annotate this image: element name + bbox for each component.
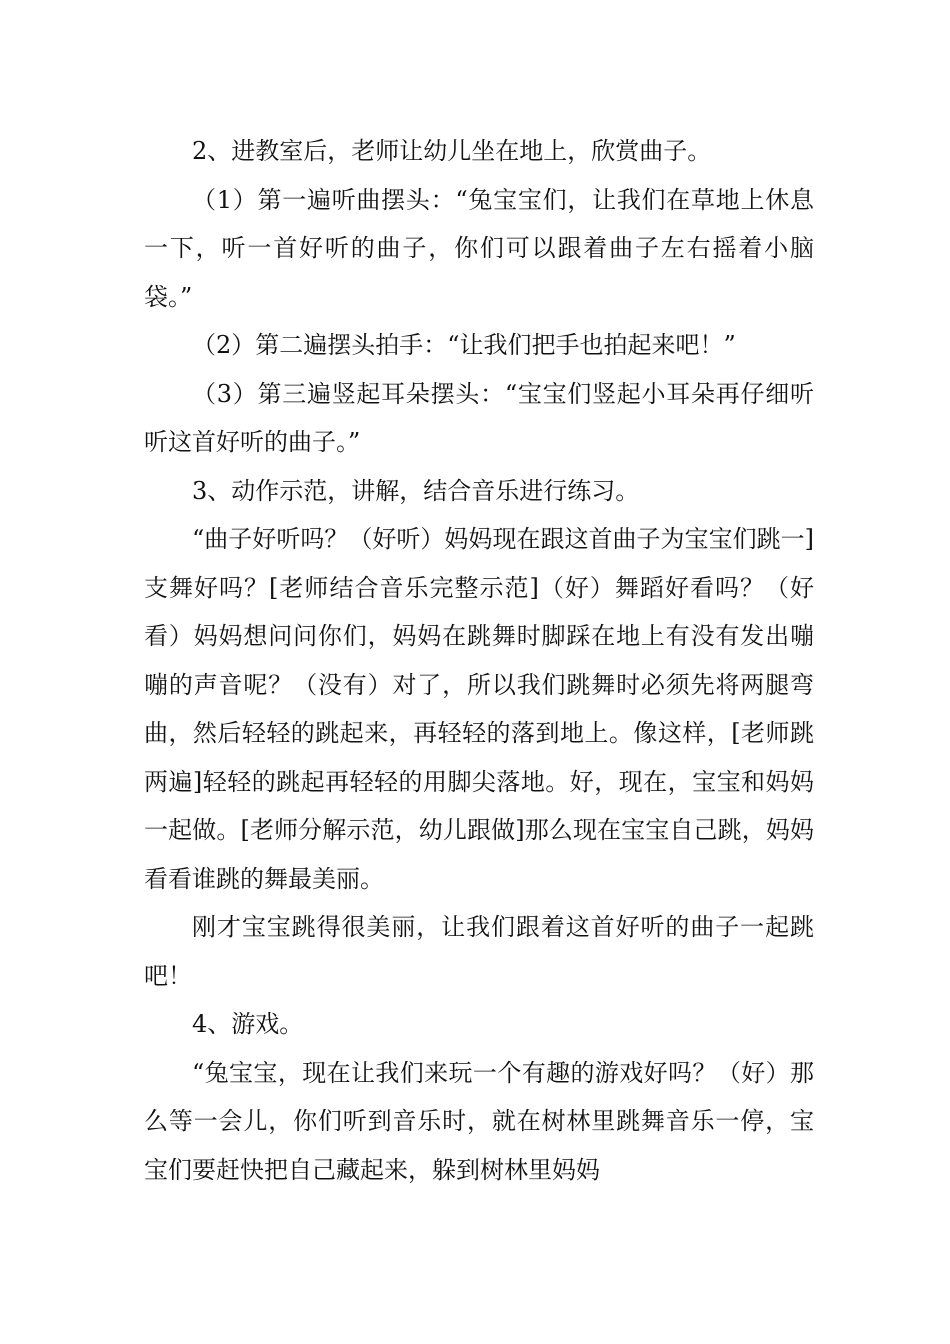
paragraph-third-listen: （3）第三遍竖起耳朵摆头：“宝宝们竖起小耳朵再仔细听听这首好听的曲子。” (144, 379, 814, 456)
paragraph-step-4: 4、游戏。 (192, 1010, 304, 1038)
paragraph-dance-together: 刚才宝宝跳得很美丽，让我们跟着这首好听的曲子一起跳吧！ (144, 913, 814, 990)
document-body (144, 127, 814, 1194)
paragraph-step-2: 2、进教室后，老师让幼儿坐在地上，欣赏曲子。 (192, 137, 712, 165)
paragraph-demonstration: “曲子好听吗？（好听）妈妈现在跟这首曲子为宝宝们跳一]支舞好吗？[老师结合音乐完整示范]（好）舞蹈好看吗？（好看）妈妈想问问你们，妈妈在跳舞时脚踩在地上有没有发出嘣嘣的声音呢？（没有）对了，所以我们跳舞时必须先将两腿弯曲，然后轻轻的跳起来，再轻轻的落到地上。像这样，[老师跳两遍]轻轻的跳起再轻轻的用脚尖落地。好，现在，宝宝和妈妈一起做。[老师分解示范，幼儿跟做]那么现在宝宝自己跳，妈妈看看谁跳的舞最美丽。 (144, 525, 814, 893)
paragraph-second-listen: （2）第二遍摆头拍手：“让我们把手也拍起来吧！” (192, 331, 736, 359)
paragraph-first-listen: （1）第一遍听曲摆头：“兔宝宝们，让我们在草地上休息一下，听一首好听的曲子，你们可以跟着曲子左右摇着小脑袋。” (144, 185, 814, 311)
paragraph-step-3: 3、动作示范，讲解，结合音乐进行练习。 (192, 476, 640, 505)
paragraph-game: “兔宝宝，现在让我们来玩一个有趣的游戏好吗？（好）那么等一会儿，你们听到音乐时，就在树林里跳舞音乐一停，宝宝们要赶快把自己藏起来，躲到树林里妈妈 (144, 1058, 814, 1184)
